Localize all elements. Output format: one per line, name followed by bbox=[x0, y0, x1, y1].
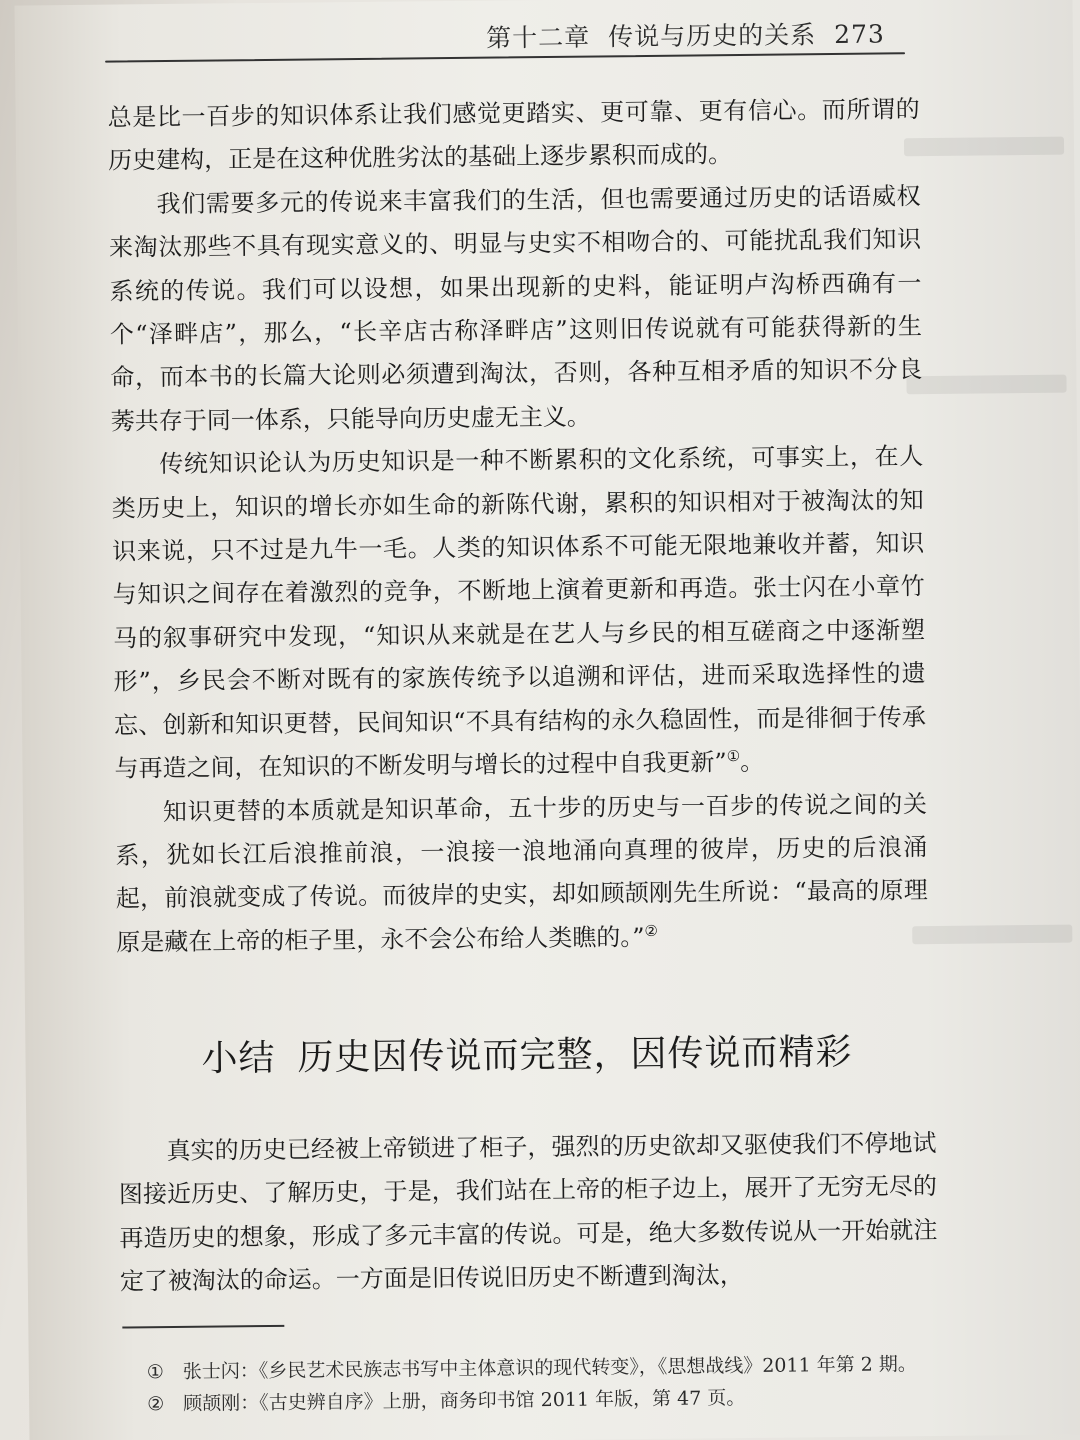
header-title: 传说与历史的关系 bbox=[607, 20, 817, 52]
footnote-ref: ① bbox=[726, 747, 741, 766]
bleed-through-mark bbox=[912, 925, 1072, 945]
paragraph bbox=[115, 783, 929, 965]
body-text bbox=[107, 88, 928, 965]
section-label: 小结 bbox=[201, 1037, 276, 1080]
paragraph-text: 真实的历史已经被上帝锁进了柜子，强烈的历史欲却又驱使我们不停地试图接近历史、了解历史，于是，我们站在上帝的柜子边上，展开了无穷无尽的再造历史的想象，形成了多元丰富的传说。可是，绝大多数传说从一开始就注定了被淘汰的命运。一方面是旧传说旧历史不断遭到淘汰， bbox=[118, 1128, 938, 1296]
header-chapter: 第十二章 bbox=[485, 22, 591, 53]
footnote-text: 顾颉刚：《古史辨自序》上册，商务印书馆 2011 年版，第 47 页。 bbox=[183, 1387, 746, 1415]
paragraph bbox=[118, 1122, 938, 1304]
bleed-through-mark bbox=[904, 137, 1064, 157]
paragraph bbox=[111, 435, 927, 791]
section-body bbox=[118, 1122, 938, 1304]
page-number: 273 bbox=[833, 19, 885, 49]
footnote-rule bbox=[122, 1325, 284, 1329]
book-page bbox=[14, 0, 1080, 1440]
paragraph-text: 我们需要多元的传说来丰富我们的生活，但也需要通过历史的话语威权来淘汰那些不具有现实意义的、明显与史实不相吻合的、可能扰乱我们知识系统的传说。我们可以设想，如果出现新的史料，能证明卢沟桥西确有一个“泽畔店”，那么，“长辛店古称泽畔店”这则旧传说就有可能获得新的生命，而本书的长篇大论则必须遭到淘汰，否则，各种互相矛盾的知识不分良莠共存于同一体系，只能导向历史虚无主义。 bbox=[108, 181, 923, 436]
paragraph-text: 知识更替的本质就是知识革命，五十步的历史与一百步的传说之间的关系，犹如长江后浪推前浪，一浪接一浪地涌向真理的彼岸，历史的后浪涌起，前浪就变成了传说。而彼岸的史实，却如顾颉刚先生所说：“最高的原理原是藏在上帝的柜子里，永不会公布给人类瞧的。” bbox=[115, 789, 928, 957]
footnote-text: 张士闪：《乡民艺术民族志书写中主体意识的现代转变》，《思想战线》2011 年第 2 期。 bbox=[182, 1353, 917, 1383]
paragraph bbox=[108, 175, 923, 444]
footnote-mark: ① bbox=[146, 1361, 164, 1384]
footnote-ref: ② bbox=[644, 921, 659, 940]
paragraph-text: 传统知识论认为历史知识是一种不断累积的文化系统，可事实上，在人类历史上，知识的增长亦如生命的新陈代谢，累积的知识相对于被淘汰的知识来说，只不过是九牛一毛。人类的知识体系不可能无限地兼收并蓄，知识与知识之间存在着激烈的竞争，不断地上演着更新和再造。张士闪在小章竹马的叙事研究中发现，“知识从来就是在艺人与乡民的相互磋商之中逐渐塑形”，乡民会不断对既有的家族传统予以追溯和评估，进而采取选择性的遗忘、创新和知识更替，民间知识“不具有结构的永久稳固性，而是徘徊于传承与再造之间，在知识的不断发明与增长的过程中自我更新” bbox=[111, 442, 927, 783]
paragraph bbox=[107, 88, 920, 183]
running-header bbox=[486, 14, 885, 54]
footnotes bbox=[147, 1348, 968, 1421]
footnote-mark: ② bbox=[147, 1393, 165, 1416]
section-heading bbox=[201, 1024, 853, 1082]
section-title: 历史因传说而完整，因传说而精彩 bbox=[297, 1031, 853, 1079]
paragraph-text: 总是比一百步的知识体系让我们感觉更踏实、更可靠、更有信心。而所谓的历史建构，正是在这种优胜劣汰的基础上逐步累积而成的。 bbox=[107, 95, 920, 176]
bleed-through-mark bbox=[906, 375, 1066, 395]
paragraph-tail: 。 bbox=[740, 747, 765, 777]
